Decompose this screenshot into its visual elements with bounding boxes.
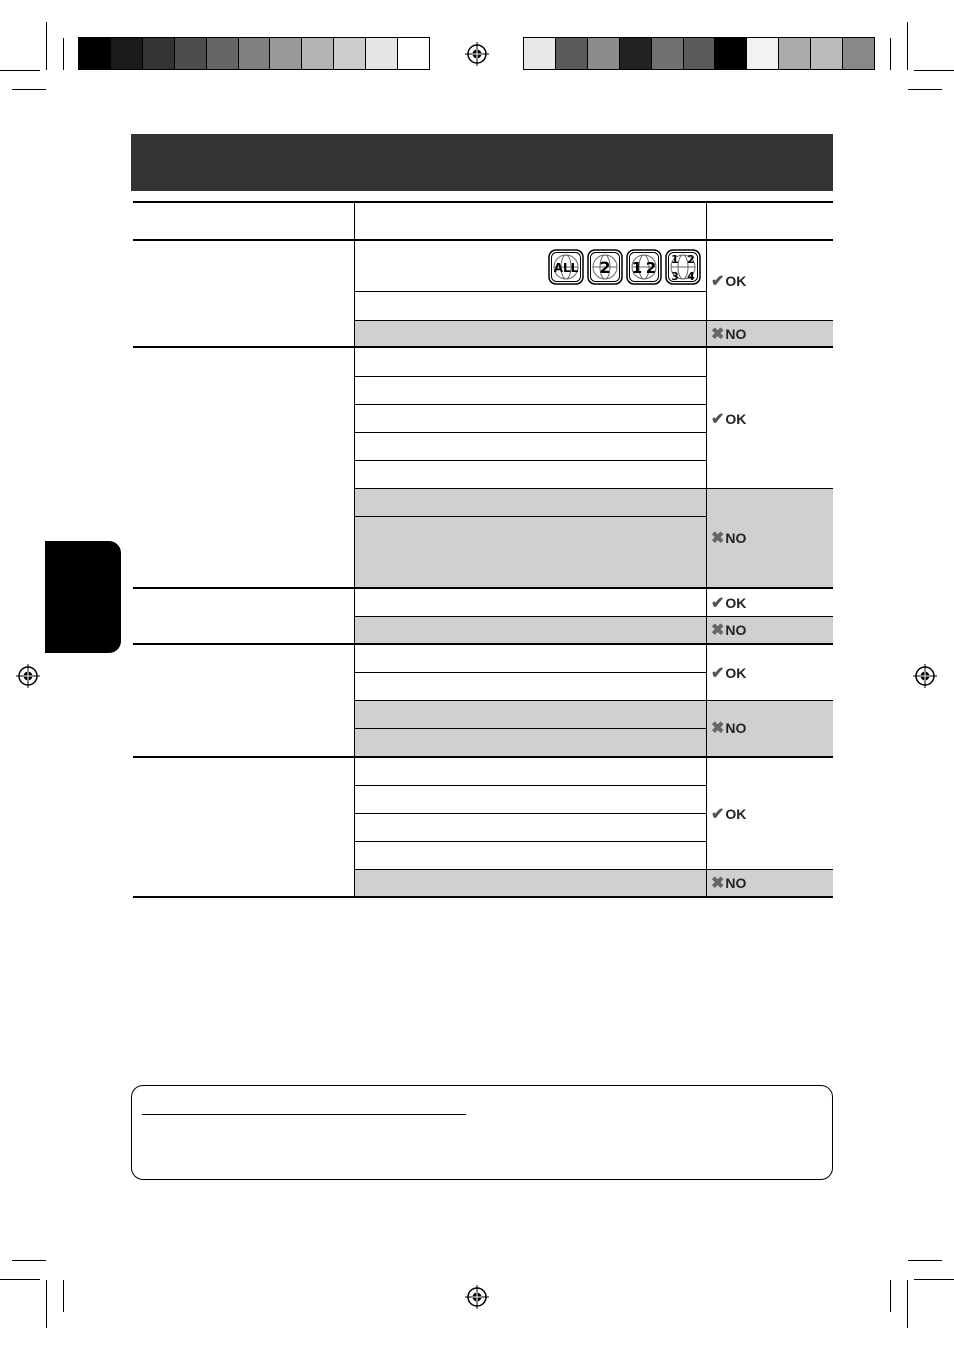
- color-swatch: [334, 38, 366, 69]
- color-swatch: [207, 38, 239, 69]
- color-swatch: [843, 38, 874, 69]
- cross-icon: ✖: [711, 326, 725, 343]
- region-2-globe-icon: [587, 249, 623, 285]
- not-playable-row: [355, 870, 833, 896]
- not-playable-row: [355, 489, 833, 587]
- ok-label: OK: [725, 665, 747, 681]
- color-swatch: [684, 38, 716, 69]
- checkmark-icon: ✔: [711, 665, 725, 682]
- region-4-label: 4: [687, 270, 695, 283]
- region-2-label: 2: [599, 258, 611, 277]
- region-1-2-globe-icon: [626, 249, 662, 285]
- registration-crosshair-icon: [465, 42, 489, 66]
- no-label: NO: [725, 720, 747, 736]
- cross-icon: ✖: [711, 720, 725, 737]
- region-2-label: 2: [687, 253, 695, 266]
- color-swatch: [143, 38, 175, 69]
- ok-badge: [711, 409, 746, 429]
- color-swatch: [398, 38, 429, 69]
- no-label: NO: [725, 326, 747, 342]
- ok-label: OK: [725, 273, 747, 289]
- region-2-label: 2: [645, 259, 657, 277]
- color-swatch: [588, 38, 620, 69]
- color-swatch: [366, 38, 398, 69]
- color-swatch: [302, 38, 334, 69]
- no-label: NO: [725, 875, 747, 891]
- ok-badge: [711, 593, 746, 613]
- note-heading-rule: [142, 1114, 466, 1115]
- color-swatch: [620, 38, 652, 69]
- cross-icon: ✖: [711, 622, 725, 639]
- checkmark-icon: ✔: [711, 595, 725, 612]
- ok-badge: [711, 663, 746, 683]
- registration-crosshair-icon: [465, 1285, 489, 1309]
- region-all-globe-icon: [548, 249, 584, 285]
- no-badge: [711, 324, 746, 344]
- color-swatch: [556, 38, 588, 69]
- cross-icon: ✖: [711, 875, 725, 892]
- side-tab: [45, 541, 121, 653]
- no-label: NO: [725, 530, 747, 546]
- checkmark-icon: ✔: [711, 273, 725, 290]
- no-badge: [711, 718, 746, 738]
- not-playable-row: [355, 617, 833, 643]
- region-3-label: 3: [671, 270, 679, 283]
- color-swatch: [524, 38, 556, 69]
- color-swatch: [175, 38, 207, 69]
- region-1-label: 1: [631, 259, 643, 277]
- color-swatch: [652, 38, 684, 69]
- color-swatch: [747, 38, 779, 69]
- ok-badge: [711, 271, 746, 291]
- ok-label: OK: [725, 595, 747, 611]
- registration-crosshair-icon: [16, 664, 40, 688]
- section-header-band: [131, 134, 833, 191]
- registration-crosshair-icon: [913, 664, 937, 688]
- color-swatch: [111, 38, 143, 69]
- region-1-label: 1: [671, 253, 679, 266]
- ok-label: OK: [725, 806, 747, 822]
- region-1-2-3-4-globe-icon: [665, 249, 701, 285]
- ok-badge: [711, 804, 746, 824]
- no-label: NO: [725, 622, 747, 638]
- note-box: [131, 1085, 833, 1180]
- region-all-label: ALL: [553, 261, 579, 275]
- color-swatch: [779, 38, 811, 69]
- color-swatch: [239, 38, 271, 69]
- color-swatch: [270, 38, 302, 69]
- checkmark-icon: ✔: [711, 411, 725, 428]
- no-badge: [711, 620, 746, 640]
- no-badge: [711, 873, 746, 893]
- color-swatch: [715, 38, 747, 69]
- color-swatch: [79, 38, 111, 69]
- color-calibration-bar-right: [523, 37, 875, 70]
- cross-icon: ✖: [711, 530, 725, 547]
- color-swatch: [811, 38, 843, 69]
- no-badge: [711, 528, 746, 548]
- not-playable-row: [355, 320, 833, 347]
- checkmark-icon: ✔: [711, 806, 725, 823]
- ok-label: OK: [725, 411, 747, 427]
- color-calibration-bar-left: [78, 37, 430, 70]
